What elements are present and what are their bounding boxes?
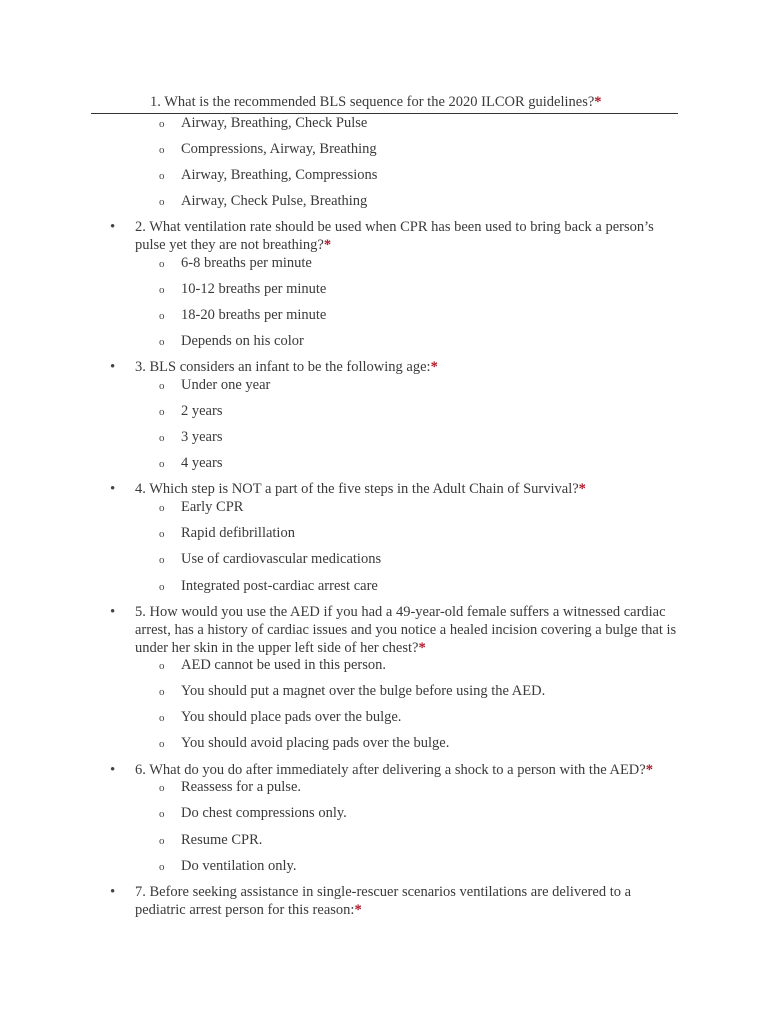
question-2-option-1[interactable] [159,254,312,273]
circle-bullet-icon: o [159,432,165,444]
question-5-option-2[interactable] [159,682,545,701]
question-text-block [135,218,680,254]
question-1-option-2[interactable] [159,140,377,159]
required-marker: * [578,481,586,497]
question-2 [110,218,680,254]
question-3-option-4[interactable] [159,454,222,473]
question-6-option-1[interactable] [159,778,301,797]
required-marker: * [418,640,426,656]
required-marker: * [430,359,438,375]
circle-bullet-icon: o [159,660,165,672]
circle-bullet-icon: o [159,835,165,847]
circle-bullet-icon: o [159,170,165,182]
circle-bullet-icon: o [159,284,165,296]
option-label: Use of cardiovascular medications [181,551,382,567]
question-2-option-4[interactable] [159,332,304,351]
option-label: Airway, Breathing, Compressions [181,167,378,183]
question-3-option-1[interactable] [159,376,270,395]
required-marker: * [645,762,653,778]
circle-bullet-icon: o [159,554,165,566]
question-text-block [135,761,680,779]
question-6-option-3[interactable] [159,831,262,850]
circle-bullet-icon: o [159,196,165,208]
question-4-option-4[interactable] [159,577,378,596]
option-label: Resume CPR. [181,832,263,848]
option-label: Under one year [181,377,271,393]
question-5 [110,603,680,657]
circle-bullet-icon: o [159,581,165,593]
question-text: 3. BLS considers an infant to be the following age: [135,359,431,375]
question-1-option-1[interactable] [159,114,367,133]
option-label: Rapid defibrillation [181,525,295,541]
circle-bullet-icon: o [159,502,165,514]
circle-bullet-icon: o [159,808,165,820]
option-label: Airway, Breathing, Check Pulse [181,115,368,131]
circle-bullet-icon: o [159,258,165,270]
question-4-option-1[interactable] [159,498,243,517]
circle-bullet-icon: o [159,712,165,724]
option-label: Do chest compressions only. [181,805,347,821]
option-label: 18-20 breaths per minute [181,307,327,323]
option-label: 4 years [181,455,223,471]
option-label: 2 years [181,403,223,419]
bullet-icon: • [110,604,116,620]
required-marker: * [354,902,362,918]
circle-bullet-icon: o [159,310,165,322]
required-marker: * [594,94,602,110]
question-text: 1. What is the recommended BLS sequence for the 2020 ILCOR guidelines? [150,94,595,110]
question-2-option-3[interactable] [159,306,326,325]
option-label: Airway, Check Pulse, Breathing [181,193,368,209]
circle-bullet-icon: o [159,686,165,698]
circle-bullet-icon: o [159,528,165,540]
option-label: Integrated post-cardiac arrest care [181,578,378,594]
question-4-option-2[interactable] [159,524,295,543]
question-text-block [135,603,680,657]
circle-bullet-icon: o [159,861,165,873]
circle-bullet-icon: o [159,336,165,348]
question-text-block [135,480,680,498]
option-label: Reassess for a pulse. [181,779,302,795]
option-label: AED cannot be used in this person. [181,657,386,673]
question-text-block [135,358,680,376]
option-label: Depends on his color [181,333,304,349]
question-text: 4. Which step is NOT a part of the five steps in the Adult Chain of Survival? [135,481,579,497]
bullet-icon: • [110,884,116,900]
question-3-option-3[interactable] [159,428,222,447]
question-text: 5. How would you use the AED if you had a 49-year-old female suffers a witnessed cardiac arrest, has a history of cardiac issues and you notice a healed incision covering a bulge that is under her skin in the upper left side of her chest? [135,604,677,656]
question-6 [110,761,680,779]
option-label: You should put a magnet over the bulge before using the AED. [181,683,546,699]
circle-bullet-icon: o [159,458,165,470]
question-6-option-4[interactable] [159,857,296,876]
question-4-option-3[interactable] [159,550,381,569]
option-label: You should avoid placing pads over the bulge. [181,735,450,751]
circle-bullet-icon: o [159,738,165,750]
bullet-icon: • [110,219,116,235]
question-5-option-1[interactable] [159,656,386,675]
question-1-option-4[interactable] [159,192,367,211]
circle-bullet-icon: o [159,144,165,156]
option-label: 3 years [181,429,223,445]
option-label: 6-8 breaths per minute [181,255,312,271]
question-1-option-3[interactable] [159,166,377,185]
question-5-option-3[interactable] [159,708,401,727]
question-5-option-4[interactable] [159,734,449,753]
question-2-option-2[interactable] [159,280,326,299]
circle-bullet-icon: o [159,406,165,418]
bullet-icon: • [110,359,116,375]
bullet-icon: • [110,481,116,497]
option-label: Do ventilation only. [181,858,297,874]
option-label: Compressions, Airway, Breathing [181,141,377,157]
question-4 [110,480,680,498]
question-1-title [150,93,602,111]
question-7 [110,883,680,919]
option-label: Early CPR [181,499,244,515]
question-3 [110,358,680,376]
question-3-option-2[interactable] [159,402,222,421]
bullet-icon: • [110,762,116,778]
circle-bullet-icon: o [159,782,165,794]
question-text: 2. What ventilation rate should be used when CPR has been used to bring back a person’s pulse yet they are not breathing? [135,219,654,253]
question-text: 6. What do you do after immediately after delivering a shock to a person with the AED? [135,762,646,778]
circle-bullet-icon: o [159,380,165,392]
option-label: 10-12 breaths per minute [181,281,327,297]
question-text-block [135,883,680,919]
required-marker: * [323,237,332,253]
option-label: You should place pads over the bulge. [181,709,402,725]
circle-bullet-icon: o [159,118,165,130]
question-6-option-2[interactable] [159,804,347,823]
question-text: 7. Before seeking assistance in single-rescuer scenarios ventilations are delivered to a pediatric arrest person for this reason: [135,884,632,918]
